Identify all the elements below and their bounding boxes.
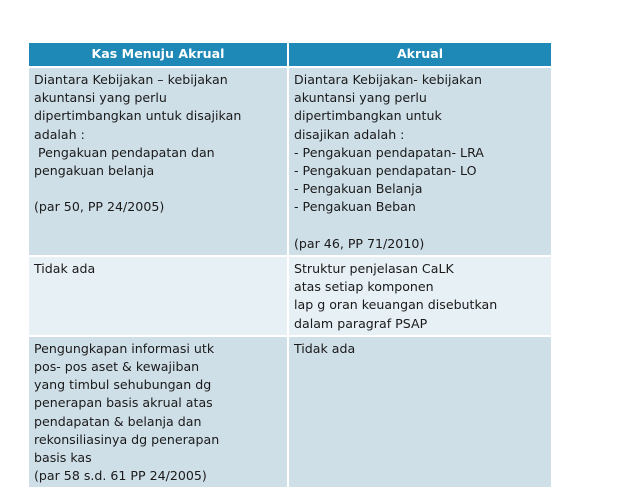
- cell-line: rekonsiliasinya dg penerapan: [34, 431, 220, 447]
- cell-line: dipertimbangkan untuk: [294, 108, 442, 124]
- cell-line: penerapan basis akrual atas: [34, 395, 213, 411]
- cell-left: [29, 256, 288, 336]
- cell-right: [288, 336, 551, 488]
- cell-left: [29, 67, 288, 256]
- table-row: [29, 256, 551, 336]
- cell-line: Diantara Kebijakan- kebijakan: [294, 72, 482, 87]
- cell-line: Tidak ada: [34, 261, 96, 277]
- cell-line: yang timbul sehubungan dg: [34, 377, 212, 393]
- cell-line: Pengakuan pendapatan dan: [34, 144, 215, 160]
- cell-line: Tidak ada: [294, 340, 356, 356]
- cell-line: adalah :: [34, 126, 85, 142]
- cell-line: akuntansi yang perlu: [294, 90, 427, 106]
- cell-line: - Pengakuan pendapatan- LRA: [294, 144, 484, 160]
- cell-line: lap g oran keuangan disebutkan: [294, 297, 498, 313]
- cell-line: Diantara Kebijakan – kebijakan: [34, 72, 228, 87]
- cell-line: - Pengakuan Belanja: [294, 181, 423, 197]
- header-row: [29, 43, 551, 67]
- comparison-table: [29, 43, 551, 487]
- cell-right: [288, 67, 551, 256]
- cell-line: basis kas: [34, 450, 92, 466]
- cell-right: [288, 256, 551, 336]
- cell-line: atas setiap komponen: [294, 279, 434, 295]
- header-akrual: Akrual: [288, 43, 551, 67]
- cell-line: (par 58 s.d. 61 PP 24/2005): [34, 468, 207, 484]
- header-kas-menuju-akrual: Kas Menuju Akrual: [29, 43, 288, 67]
- cell-line: disajikan adalah :: [294, 126, 405, 142]
- cell-line: - Pengakuan pendapatan- LO: [294, 163, 477, 179]
- cell-line: (par 50, PP 24/2005): [34, 199, 165, 215]
- table-row: [29, 336, 551, 488]
- cell-left: [29, 336, 288, 488]
- cell-line: dipertimbangkan untuk disajikan: [34, 108, 242, 124]
- cell-line: akuntansi yang perlu: [34, 90, 167, 106]
- cell-line: pendapatan & belanja dan: [34, 413, 202, 429]
- cell-line: dalam paragraf PSAP: [294, 315, 428, 331]
- cell-line: Pengungkapan informasi utk: [34, 340, 215, 356]
- table-row: [29, 67, 551, 256]
- cell-line: pengakuan belanja: [34, 163, 155, 179]
- cell-line: (par 46, PP 71/2010): [294, 235, 425, 251]
- cell-line: [34, 180, 283, 198]
- cell-line: pos- pos aset & kewajiban: [34, 359, 200, 375]
- cell-line: Struktur penjelasan CaLK: [294, 261, 454, 277]
- cell-line: - Pengakuan Beban: [294, 199, 416, 215]
- cell-line: [294, 217, 547, 235]
